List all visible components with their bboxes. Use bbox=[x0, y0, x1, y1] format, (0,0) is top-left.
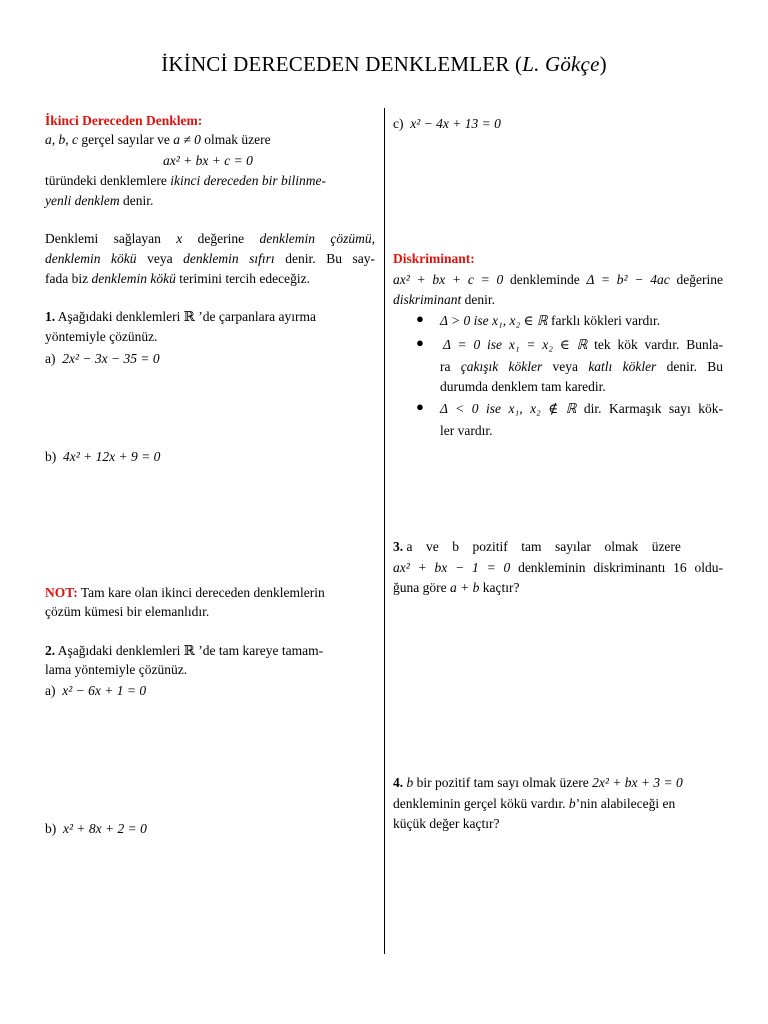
question-2-line-1: 2. Aşağıdaki denklemleri ℝ ’de tam kareye tamam- bbox=[45, 643, 324, 658]
note-label: NOT: bbox=[45, 585, 78, 600]
question-1-line-1: 1. Aşağıdaki denklemleri ℝ ’de çarpanlara ayırma bbox=[45, 309, 316, 324]
question-2-line-2: lama yöntemiyle çözünüz. bbox=[45, 662, 188, 677]
definition-heading: İkinci Dereceden Denklem: bbox=[45, 113, 203, 128]
question-3-line-3: ğuna göre a + b kaçtır? bbox=[393, 580, 520, 595]
question-4-line-1: 4. b bir pozitif tam sayı olmak üzere 2x² + bx + 3 = 0 bbox=[393, 775, 683, 790]
root-definition-line-1: Denklemi sağlayan x değerine denklemin çözümü, bbox=[45, 231, 375, 246]
discriminant-heading: Diskriminant: bbox=[393, 251, 475, 266]
note-line-2: çözüm kümesi bir elemanlıdır. bbox=[45, 604, 210, 619]
question-1-line-2: yöntemiyle çözünüz. bbox=[45, 329, 158, 344]
question-4-line-2: denkleminin gerçel kökü vardır. b’nin alabileceği en bbox=[393, 796, 676, 811]
question-3-line-1: 3. a ve b pozitif tam sayılar olmak üzere bbox=[393, 539, 681, 554]
bullet-icon: ● bbox=[416, 311, 424, 326]
discriminant-line-2: diskriminant denir. bbox=[393, 292, 496, 307]
question-2a: a) x² − 6x + 1 = 0 bbox=[45, 683, 147, 698]
column-divider bbox=[384, 108, 385, 954]
zero-delta-case-line-3: durumda denklem tam karedir. bbox=[440, 379, 606, 394]
definition-line-3: türündeki denklemlere ikinci dereceden bir bilinme- bbox=[45, 173, 327, 188]
bullet-icon: ● bbox=[416, 335, 424, 350]
question-1c: c) x² − 4x + 13 = 0 bbox=[393, 116, 501, 131]
question-1a: a) 2x² − 3x − 35 = 0 bbox=[45, 351, 160, 366]
page-title: İKİNCİ DERECEDEN DENKLEMLER (L. Gökçe) bbox=[161, 52, 607, 76]
definition-line-1: a, b, c gerçel sayılar ve a ≠ 0 olmak üzere bbox=[45, 132, 271, 147]
root-definition-line-3: fada biz denklemin kökü terimini tercih edeceğiz. bbox=[45, 271, 311, 286]
question-3-line-2: ax² + bx − 1 = 0 denkleminin diskriminantı 16 oldu- bbox=[393, 560, 723, 575]
note-line-1: NOT: Tam kare olan ikinci dereceden denklemlerin bbox=[45, 585, 325, 600]
author-name: L. Gökçe bbox=[522, 52, 600, 76]
question-4-line-3: küçük değer kaçtır? bbox=[393, 816, 500, 831]
negative-delta-case-line-2: ler vardır. bbox=[440, 423, 493, 438]
zero-delta-case-line-2: ra çakışık kökler veya katlı kökler denir. Bu bbox=[440, 359, 724, 374]
discriminant-line-1: ax² + bx + c = 0 denkleminde Δ = b² − 4ac değerine bbox=[393, 272, 723, 287]
general-form-equation: ax² + bx + c = 0 bbox=[163, 153, 253, 168]
question-1b: b) 4x² + 12x + 9 = 0 bbox=[45, 449, 161, 464]
root-definition-line-2: denklemin kökü veya denklemin sıfırı denir. Bu say- bbox=[45, 251, 375, 266]
bullet-icon: ● bbox=[416, 399, 424, 414]
positive-delta-case: Δ > 0 ise x₁, x₂ ∈ ℝ farklı kökleri vardır. bbox=[440, 313, 661, 328]
question-2b: b) x² + 8x + 2 = 0 bbox=[45, 821, 147, 836]
negative-delta-case-line-1: Δ < 0 ise x₁, x₂ ∉ ℝ dir. Karmaşık sayı kök- bbox=[440, 401, 723, 416]
definition-line-4: yenli denklem denir. bbox=[45, 193, 154, 208]
zero-delta-case-line-1: Δ = 0 ise x₁ = x₂ ∈ ℝ tek kök vardır. Bunla- bbox=[443, 337, 723, 352]
